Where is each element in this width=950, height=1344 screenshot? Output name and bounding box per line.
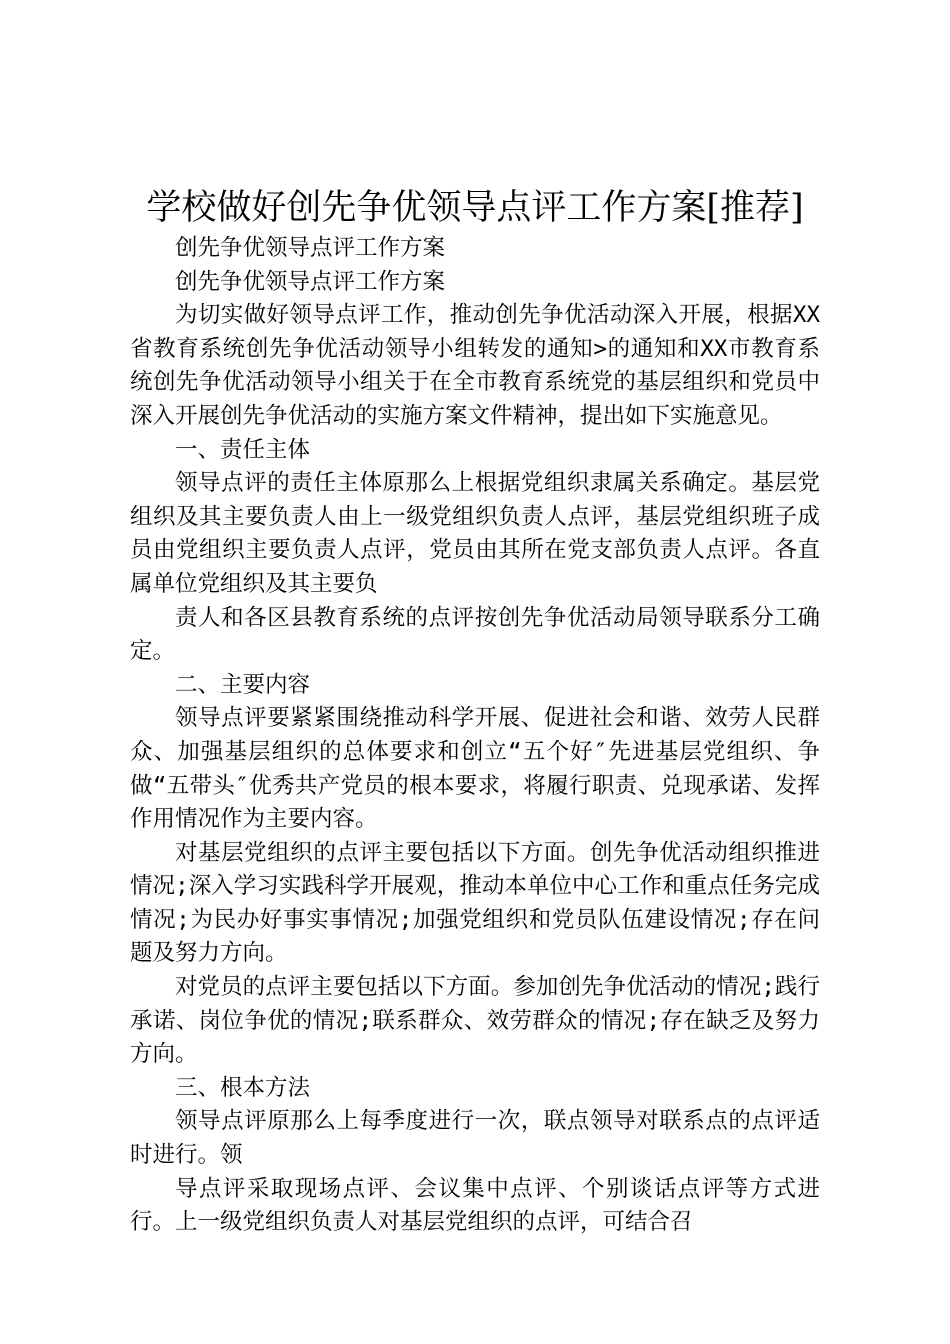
paragraph: 领导点评原那么上每季度进行一次，联点领导对联系点的点评适时进行。领 [130,1108,820,1169]
section-heading-method: 三、根本方法 [175,1074,311,1101]
document-title: 学校做好创先争优领导点评工作方案[推荐] [146,188,804,228]
paragraph: 责人和各区县教育系统的点评按创先争优活动局领导联系分工确定。 [130,604,820,665]
paragraph-subtitle: 创先争优领导点评工作方案 [175,268,446,295]
paragraph: 领导点评要紧紧围绕推动科学开展、促进社会和谐、效劳人民群众、加强基层组织的总体要求和创立“五个好″先进基层党组织、争做“五带头″优秀共产党员的根本要求，将履行职责、兑现承诺、发挥作用情况作为主要内容。 [130,705,820,833]
section-heading-content: 二、主要内容 [175,671,311,698]
paragraph-subtitle: 创先争优领导点评工作方案 [175,235,446,261]
paragraph: 对基层党组织的点评主要包括以下方面。创先争优活动组织推进情况;深入学习实践科学开展观，推动本单位中心工作和重点任务完成情况;为民办好事实事情况;加强党组织和党员队伍建设情况;存在问题及努力方向。 [130,839,820,967]
paragraph: 导点评采取现场点评、会议集中点评、个别谈话点评等方式进行。上一级党组织负责人对基层党组织的点评，可结合召 [130,1175,820,1236]
document-body [130,232,820,1240]
section-heading-responsibility: 一、责任主体 [175,436,311,463]
paragraph: 领导点评的责任主体原那么上根据党组织隶属关系确定。基层党组织及其主要负责人由上一级党组织负责人点评，基层党组织班子成员由党组织主要负责人点评，党员由其所在党支部负责人点评。各直属单位党组织及其主要负 [130,470,820,597]
paragraph-intro: 为切实做好领导点评工作，推动创先争优活动深入开展，根据XX省教育系统创先争优活动领导小组转发的通知>的通知和XX市教育系统创先争优活动领导小组关于在全市教育系统党的基层组织和党员中深入开展创先争优活动的实施方案文件精神，提出如下实施意见。 [130,302,820,429]
paragraph: 对党员的点评主要包括以下方面。参加创先争优活动的情况;践行承诺、岗位争优的情况;联系群众、效劳群众的情况;存在缺乏及努力方向。 [130,974,820,1068]
